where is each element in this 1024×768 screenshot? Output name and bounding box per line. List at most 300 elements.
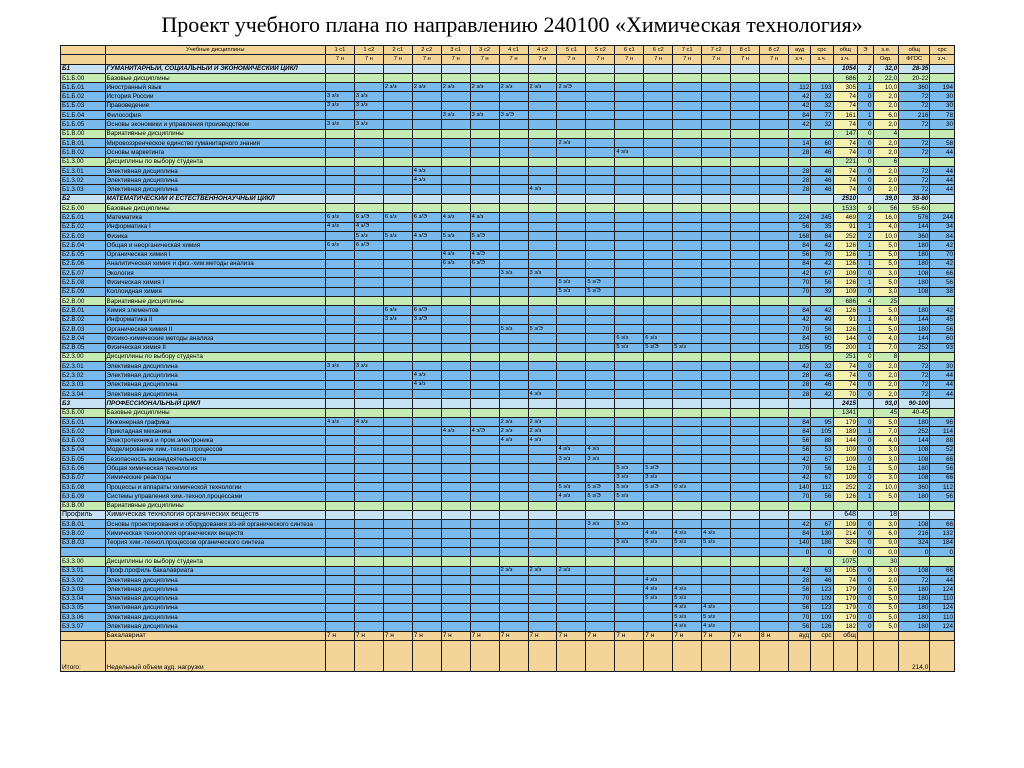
row-cell: 252 — [833, 482, 857, 491]
row-cell — [470, 297, 499, 306]
row-cell: 0 — [811, 548, 833, 557]
row-cell: срс — [930, 46, 955, 55]
row-cell: 44 — [930, 148, 955, 157]
row-cell — [499, 445, 528, 454]
row-cell: 216 — [899, 529, 930, 538]
row-cell — [673, 101, 702, 110]
row-cell: 30 — [930, 362, 955, 371]
row-cell: 108 — [899, 445, 930, 454]
row-cell — [499, 408, 528, 417]
row-cell — [557, 408, 586, 417]
row-cell — [788, 194, 810, 203]
row-cell: 14 — [788, 138, 810, 147]
row-cell — [499, 231, 528, 240]
row-cell — [615, 566, 644, 575]
row-discipline: Электротехника и пром.электроника — [105, 436, 325, 445]
row-cell: 67 — [811, 520, 833, 529]
row-cell — [470, 408, 499, 417]
row-cell: ФГОС — [899, 55, 930, 64]
row-cell — [499, 529, 528, 538]
row-cell — [557, 315, 586, 324]
row-cell — [788, 641, 810, 672]
row-cell — [731, 575, 760, 584]
row-cell — [644, 64, 673, 73]
row-cell — [470, 510, 499, 519]
row-cell: 5 з/Э — [586, 482, 615, 491]
row-cell: 180 — [899, 250, 930, 259]
row-cell — [673, 148, 702, 157]
row-cell: 6 з/з — [325, 241, 354, 250]
row-cell: 4 з/з — [325, 417, 354, 426]
row-cell: 42 — [788, 315, 810, 324]
row-cell — [557, 417, 586, 426]
row-cell — [586, 204, 615, 213]
row-cell — [470, 445, 499, 454]
row-cell: 30 — [930, 92, 955, 101]
row-cell: 3 з/Э — [499, 111, 528, 120]
row-cell: 132 — [930, 529, 955, 538]
row-cell — [731, 231, 760, 240]
row-cell — [412, 120, 441, 129]
row-cell — [325, 371, 354, 380]
row-cell — [557, 548, 586, 557]
row-cell: 193 — [811, 83, 833, 92]
row-cell — [644, 287, 673, 296]
row-discipline: Экология — [105, 269, 325, 278]
row-cell — [383, 352, 412, 361]
row-discipline: Мировоззренческое единство гуманитарного знания — [105, 138, 325, 147]
row-cell — [857, 631, 873, 640]
row-cell — [354, 278, 383, 287]
row-cell — [702, 73, 731, 82]
row-code: Б2.Б.00 — [61, 204, 106, 213]
table-row — [61, 148, 955, 157]
row-cell — [644, 362, 673, 371]
row-cell — [383, 287, 412, 296]
row-cell: общ — [833, 631, 857, 640]
row-cell — [528, 371, 557, 380]
row-cell — [354, 566, 383, 575]
row-cell — [930, 510, 955, 519]
row-cell — [412, 464, 441, 473]
row-cell: 180 — [899, 585, 930, 594]
row-cell — [441, 408, 470, 417]
row-cell — [441, 417, 470, 426]
row-cell: 95 — [811, 417, 833, 426]
table-row — [61, 231, 955, 240]
row-cell: 44 — [930, 371, 955, 380]
row-cell: 0 — [899, 548, 930, 557]
row-cell — [325, 538, 354, 547]
row-cell — [528, 213, 557, 222]
row-cell: 5 з/з — [615, 538, 644, 547]
row-cell: 91 — [833, 222, 857, 231]
row-cell: 3,0 — [873, 269, 899, 278]
row-cell — [873, 641, 899, 672]
row-cell: 3 з/з — [325, 101, 354, 110]
section-row — [61, 64, 955, 73]
row-cell — [557, 213, 586, 222]
row-cell: 126 — [811, 622, 833, 631]
row-cell — [673, 111, 702, 120]
row-cell — [615, 176, 644, 185]
row-cell: 44 — [930, 575, 955, 584]
row-cell — [441, 445, 470, 454]
row-cell: 2 — [857, 213, 873, 222]
row-cell — [731, 324, 760, 333]
row-cell — [325, 287, 354, 296]
row-discipline: Основы проектирования и оборудования з/з-ий органического синтеза — [105, 520, 325, 529]
row-cell — [702, 176, 731, 185]
row-cell: 5 з/з — [441, 231, 470, 240]
row-cell: 9 — [857, 204, 873, 213]
row-cell — [586, 92, 615, 101]
row-cell — [528, 334, 557, 343]
row-cell: 0 — [857, 417, 873, 426]
row-cell: 91 — [833, 315, 857, 324]
row-cell: 74 — [833, 138, 857, 147]
row-cell — [673, 222, 702, 231]
row-cell — [528, 148, 557, 157]
row-cell — [499, 343, 528, 352]
row-cell — [499, 585, 528, 594]
row-cell — [470, 343, 499, 352]
row-cell: 70 — [788, 594, 810, 603]
row-cell — [788, 129, 810, 138]
row-discipline: Базовые дисциплины — [105, 204, 325, 213]
row-cell: 42 — [811, 241, 833, 250]
row-cell — [644, 436, 673, 445]
row-cell — [586, 231, 615, 240]
row-cell — [857, 510, 873, 519]
row-cell — [383, 204, 412, 213]
row-cell — [760, 259, 789, 268]
row-cell — [441, 334, 470, 343]
row-cell: 84 — [930, 231, 955, 240]
row-code: Б2.В.02 — [61, 315, 106, 324]
row-cell — [760, 129, 789, 138]
row-cell: 114 — [930, 427, 955, 436]
row-cell: 42 — [811, 306, 833, 315]
row-cell: 2 с1 — [383, 46, 412, 55]
row-code: Б2.Б.07 — [61, 269, 106, 278]
row-cell: 1 — [857, 83, 873, 92]
row-cell — [354, 389, 383, 398]
row-discipline: Основы экономики и управления производством — [105, 120, 325, 129]
row-cell — [499, 315, 528, 324]
row-cell: 3 з/з — [354, 120, 383, 129]
row-cell — [412, 138, 441, 147]
row-cell — [557, 613, 586, 622]
row-cell: 244 — [930, 213, 955, 222]
row-cell — [383, 557, 412, 566]
table-row — [61, 566, 955, 575]
row-cell — [899, 501, 930, 510]
row-cell — [412, 455, 441, 464]
row-cell — [499, 129, 528, 138]
row-cell — [930, 501, 955, 510]
row-cell — [615, 222, 644, 231]
row-cell: 7 н — [673, 55, 702, 64]
row-cell: 10,0 — [873, 482, 899, 491]
row-cell: 32 — [811, 92, 833, 101]
row-cell: 108 — [899, 455, 930, 464]
row-cell: 8 — [873, 352, 899, 361]
row-cell: 39 — [811, 287, 833, 296]
row-cell — [615, 101, 644, 110]
row-cell: 1 — [857, 222, 873, 231]
row-cell — [702, 436, 731, 445]
row-cell — [325, 250, 354, 259]
row-cell — [325, 455, 354, 464]
row-cell — [811, 297, 833, 306]
row-cell — [760, 445, 789, 454]
row-cell — [731, 101, 760, 110]
row-cell — [702, 287, 731, 296]
row-cell — [354, 176, 383, 185]
row-cell — [760, 492, 789, 501]
row-cell — [325, 399, 354, 408]
row-cell: 130 — [811, 529, 833, 538]
row-cell — [760, 213, 789, 222]
row-cell: 34 — [930, 222, 955, 231]
row-cell: 18 — [873, 510, 899, 519]
row-cell — [412, 482, 441, 491]
row-cell: 179 — [833, 613, 857, 622]
row-code: Б3.Б.00 — [61, 408, 106, 417]
row-discipline — [105, 548, 325, 557]
row-discipline: Элективная дисциплина — [105, 380, 325, 389]
row-cell — [731, 278, 760, 287]
row-cell — [731, 566, 760, 575]
row-cell: 7 н — [702, 631, 731, 640]
row-cell — [586, 389, 615, 398]
row-cell — [615, 157, 644, 166]
row-cell — [644, 176, 673, 185]
row-cell: 5,0 — [873, 603, 899, 612]
row-cell: 42 — [788, 520, 810, 529]
row-cell — [673, 362, 702, 371]
row-cell — [354, 603, 383, 612]
row-cell: 6 з/Э — [412, 213, 441, 222]
row-cell: 46 — [811, 185, 833, 194]
row-cell — [586, 213, 615, 222]
row-cell — [557, 352, 586, 361]
row-cell: 10,0 — [873, 83, 899, 92]
row-cell — [731, 250, 760, 259]
row-cell — [731, 455, 760, 464]
row-cell — [499, 64, 528, 73]
row-cell — [441, 352, 470, 361]
row-cell: 5 з/з — [557, 287, 586, 296]
row-cell — [586, 138, 615, 147]
row-cell — [760, 176, 789, 185]
row-cell — [811, 641, 833, 672]
row-cell — [354, 408, 383, 417]
row-cell — [673, 389, 702, 398]
row-cell — [325, 185, 354, 194]
row-cell: 5 з/Э — [644, 343, 673, 352]
row-cell — [499, 473, 528, 482]
row-cell — [557, 371, 586, 380]
row-cell — [325, 482, 354, 491]
row-cell — [499, 204, 528, 213]
row-cell — [412, 185, 441, 194]
row-cell — [325, 445, 354, 454]
table-row — [61, 241, 955, 250]
row-code: Б3.3.01 — [61, 566, 106, 575]
row-cell: 0 — [857, 436, 873, 445]
row-cell — [383, 575, 412, 584]
row-cell — [499, 641, 528, 672]
row-cell: 56 — [788, 585, 810, 594]
row-cell — [702, 241, 731, 250]
row-cell: 2 — [857, 64, 873, 73]
row-cell: 74 — [833, 92, 857, 101]
row-cell — [354, 204, 383, 213]
table-row — [61, 594, 955, 603]
row-cell: 38 — [930, 287, 955, 296]
row-cell: 5 з/з — [615, 464, 644, 473]
row-cell — [644, 213, 673, 222]
row-cell — [412, 566, 441, 575]
row-cell — [470, 613, 499, 622]
row-cell: 30 — [930, 120, 955, 129]
row-cell — [673, 436, 702, 445]
row-cell — [441, 380, 470, 389]
row-cell — [760, 585, 789, 594]
row-code: Б3.3.04 — [61, 594, 106, 603]
row-discipline: Органическая химия II — [105, 324, 325, 333]
row-code: Б2.Б.05 — [61, 250, 106, 259]
row-cell: 1 — [857, 464, 873, 473]
row-cell: 1 — [857, 306, 873, 315]
row-cell — [325, 148, 354, 157]
row-code: Б2.В.03 — [61, 324, 106, 333]
row-cell: 5 с2 — [586, 46, 615, 55]
row-discipline — [105, 55, 325, 64]
row-cell: з.ч. — [833, 55, 857, 64]
row-cell — [412, 250, 441, 259]
row-cell: 42 — [788, 101, 810, 110]
row-cell — [557, 343, 586, 352]
row-cell — [470, 362, 499, 371]
row-code: Б2.3.04 — [61, 389, 106, 398]
row-cell — [470, 92, 499, 101]
row-cell: 179 — [833, 603, 857, 612]
row-cell — [557, 259, 586, 268]
row-cell — [470, 269, 499, 278]
row-discipline: Физическая химия II — [105, 343, 325, 352]
row-cell: 2 з/з — [412, 83, 441, 92]
row-cell: 5 з/з — [644, 538, 673, 547]
row-cell — [760, 482, 789, 491]
row-discipline: Коллоидная химия — [105, 287, 325, 296]
row-cell: 7 н — [325, 55, 354, 64]
row-cell — [325, 194, 354, 203]
row-cell: 0 — [930, 548, 955, 557]
row-cell: 70 — [788, 278, 810, 287]
row-cell — [586, 408, 615, 417]
row-cell: 28 — [788, 148, 810, 157]
row-cell: 180 — [899, 259, 930, 268]
row-cell — [325, 473, 354, 482]
row-cell: 1 с1 — [325, 46, 354, 55]
row-cell — [499, 250, 528, 259]
row-cell: 3,0 — [873, 445, 899, 454]
row-cell — [586, 566, 615, 575]
row-cell: 3 з/з — [499, 269, 528, 278]
row-cell — [557, 557, 586, 566]
row-cell — [760, 64, 789, 73]
row-cell: з.ч. — [788, 55, 810, 64]
row-discipline: Элективная дисциплина — [105, 575, 325, 584]
row-cell — [528, 482, 557, 491]
row-cell — [615, 603, 644, 612]
row-cell: 5 з/з — [615, 343, 644, 352]
row-cell — [615, 64, 644, 73]
row-cell — [702, 482, 731, 491]
row-cell: 126 — [833, 306, 857, 315]
row-cell: 4 з/з — [528, 436, 557, 445]
row-cell — [354, 73, 383, 82]
row-cell: 0 — [857, 380, 873, 389]
row-cell — [557, 101, 586, 110]
row-cell: 32 — [811, 362, 833, 371]
row-cell — [702, 566, 731, 575]
row-cell — [615, 138, 644, 147]
row-cell — [557, 510, 586, 519]
row-cell — [615, 250, 644, 259]
row-discipline: Химические реакторы — [105, 473, 325, 482]
row-cell — [354, 436, 383, 445]
row-cell — [644, 603, 673, 612]
row-cell — [673, 492, 702, 501]
row-cell — [528, 222, 557, 231]
row-cell: 0 — [788, 548, 810, 557]
row-cell — [673, 166, 702, 175]
row-cell — [644, 324, 673, 333]
curriculum-table — [60, 45, 955, 672]
row-discipline: Элективная дисциплина — [105, 622, 325, 631]
row-cell — [811, 501, 833, 510]
row-cell — [673, 371, 702, 380]
row-cell — [760, 389, 789, 398]
row-cell — [412, 417, 441, 426]
row-code — [61, 631, 106, 640]
row-cell — [354, 315, 383, 324]
row-cell — [731, 73, 760, 82]
row-cell — [354, 157, 383, 166]
row-code: Б3.Б.02 — [61, 427, 106, 436]
row-cell: 56 — [788, 436, 810, 445]
row-cell — [673, 306, 702, 315]
row-cell — [644, 641, 673, 672]
row-cell — [557, 324, 586, 333]
row-cell — [470, 287, 499, 296]
row-cell — [644, 557, 673, 566]
table-row — [61, 482, 955, 491]
row-cell: 45 — [873, 408, 899, 417]
row-cell — [760, 455, 789, 464]
row-cell — [811, 64, 833, 73]
row-cell — [412, 594, 441, 603]
row-cell — [557, 231, 586, 240]
row-cell — [615, 352, 644, 361]
row-cell — [788, 557, 810, 566]
row-cell — [528, 64, 557, 73]
row-cell — [441, 92, 470, 101]
